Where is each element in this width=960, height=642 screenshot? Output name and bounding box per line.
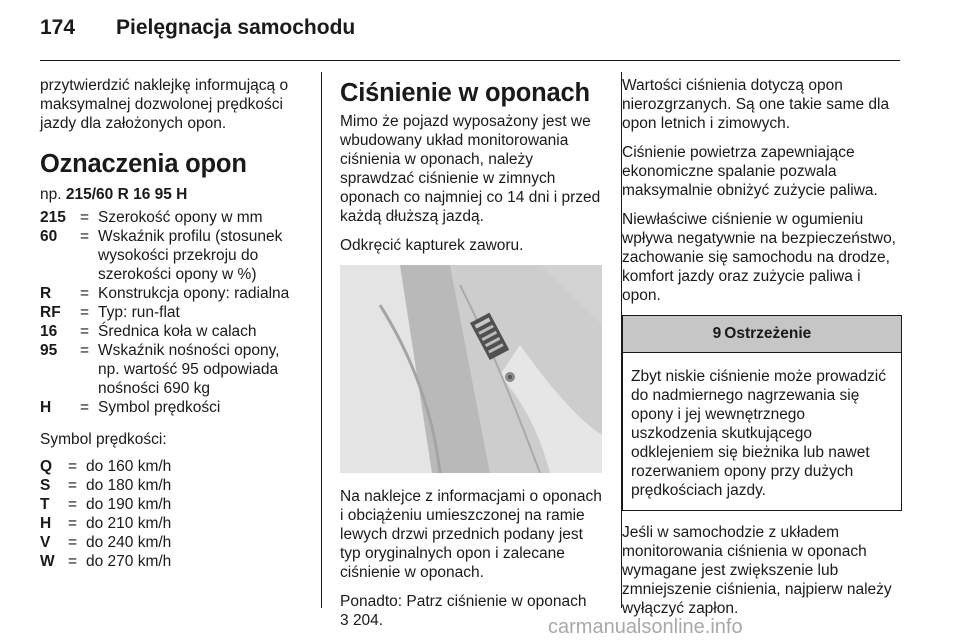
warning-icon: 9 (712, 325, 722, 342)
warning-box (622, 315, 902, 511)
code-row (40, 227, 302, 284)
speed-value: do 180 km/h (86, 477, 172, 494)
see-also-text: Ponadto: Patrz ciśnienie w oponach (340, 593, 587, 610)
speed-key: T (40, 496, 50, 513)
speed-key: H (40, 515, 52, 532)
speed-value: do 160 km/h (86, 458, 172, 475)
speed-separator: = (68, 477, 78, 494)
header-rule (40, 60, 900, 61)
code-separator: = (80, 209, 90, 226)
code-separator: = (80, 399, 90, 416)
tire-markings-heading: Oznaczenia opon (40, 150, 247, 178)
speed-key: V (40, 534, 51, 551)
speed-value: do 240 km/h (86, 534, 172, 551)
pressure-paragraph-2: Odkręcić kapturek zaworu. (340, 237, 524, 254)
code-key: 215 (40, 209, 66, 226)
code-value: Symbol prędkości (98, 399, 221, 416)
speed-row (40, 457, 302, 476)
warning-title: Ostrzeżenie (724, 325, 812, 342)
code-separator: = (80, 323, 90, 340)
code-value: Szerokość opony w mm (98, 209, 263, 226)
example-line (40, 185, 302, 204)
pressure-values-paragraph: Wartości ciśnienia dotyczą opon nierozgrzanych. Są one takie same dla opon letnich i zimowych. (622, 77, 890, 132)
code-key: H (40, 399, 52, 416)
economy-paragraph: Ciśnienie powietrza zapewniające ekonomiczne spalanie pozwala maksymalnie obniżyć zużycie paliwa. (622, 144, 878, 199)
page-ref-icon: 3 (340, 612, 349, 629)
code-separator: = (80, 228, 90, 245)
code-value: Konstrukcja opony: radialna (98, 285, 290, 302)
speed-row (40, 552, 302, 571)
tire-pressure-heading: Ciśnienie w oponach (340, 79, 590, 107)
speed-symbol-heading: Symbol prędkości: (40, 431, 167, 448)
code-separator: = (80, 285, 90, 302)
code-key: 95 (40, 342, 58, 359)
monitoring-paragraph: Jeśli w samochodzie z układem monitorowania ciśnienia w oponach wymagane jest zwiększenie lub zmniejszenie ciśnienia, najpierw należy wyłączyć zapłon. (622, 524, 892, 617)
warning-header (623, 316, 901, 353)
speed-value: do 190 km/h (86, 496, 172, 513)
code-value: Wskaźnik nośności opony, np. wartość 95 odpowiada nośności 690 kg (98, 342, 280, 397)
speed-separator: = (68, 496, 78, 513)
speed-separator: = (68, 515, 78, 532)
speed-value: do 210 km/h (86, 515, 172, 532)
speed-key: W (40, 553, 55, 570)
speed-row (40, 495, 302, 514)
speed-value: do 270 km/h (86, 553, 172, 570)
speed-row (40, 476, 302, 495)
code-row (40, 284, 302, 303)
code-row (40, 208, 302, 227)
code-separator: = (80, 304, 90, 321)
speed-separator: = (68, 458, 78, 475)
column-1 (40, 76, 302, 571)
code-key: RF (40, 304, 61, 321)
page-title: Pielęgnacja samochodu (116, 16, 356, 39)
code-row (40, 341, 302, 398)
column-divider-1 (321, 72, 322, 608)
code-separator: = (80, 342, 90, 359)
speed-row (40, 533, 302, 552)
column-2 (340, 76, 604, 640)
page-number: 174 (40, 16, 76, 39)
tire-code-list (40, 208, 302, 417)
code-key: 16 (40, 323, 58, 340)
code-key: R (40, 285, 52, 302)
code-row (40, 322, 302, 341)
incorrect-pressure-paragraph: Niewłaściwe ciśnienie w ogumieniu wpływa negatywnie na bezpieczeństwo, zachowanie się samochodu na drodze, komfort jazdy oraz zużycie paliwa i opon. (622, 211, 896, 304)
code-key: 60 (40, 228, 58, 245)
speed-row (40, 514, 302, 533)
speed-symbol-list (40, 457, 302, 571)
speed-separator: = (68, 534, 78, 551)
column-3 (622, 76, 902, 628)
door-pillar-illustration (340, 265, 602, 473)
example-code: 215/60 R 16 95 H (65, 186, 188, 203)
pressure-paragraph-1: Mimo że pojazd wyposażony jest we wbudowany układ monitorowania ciśnienia w oponach, należy sprawdzać ciśnienie w zimnych oponach co najmniej co 14 dni i przed każdą dłuższą jazdą. (340, 113, 601, 225)
code-value: Wskaźnik profilu (stosunek wysokości przekroju do szerokości opony w %) (98, 228, 283, 283)
code-value: Średnica koła w calach (98, 323, 257, 340)
code-value: Typ: run-flat (98, 304, 180, 321)
page-reference[interactable]: 204. (352, 612, 384, 629)
tire-label-photo (340, 265, 602, 473)
code-row (40, 303, 302, 322)
pressure-paragraph-3: Na naklejce z informacjami o oponach i obciążeniu umieszczonej na ramie lewych drzwi przednich podany jest typ oryginalnych opon i zalecane ciśnienie w oponach. (340, 488, 602, 581)
speed-key: S (40, 477, 51, 494)
example-prefix: np. (40, 186, 62, 203)
code-row (40, 398, 302, 417)
warning-text: Zbyt niskie ciśnienie może prowadzić do nadmiernego nagrzewania się opony i jej wewnętrznego uszkodzenia skutkującego odklejeniem się bieżnika lub nawet rozerwaniem opony przy dużych prędkościach jazdy. (631, 368, 886, 499)
watermark: carmanualsonline.info (548, 616, 743, 638)
speed-key: Q (40, 458, 53, 475)
intro-paragraph: przytwierdzić naklejkę informującą o maksymalnej dozwolonej prędkości jazdy dla założonych opon. (40, 77, 289, 132)
speed-separator: = (68, 553, 78, 570)
